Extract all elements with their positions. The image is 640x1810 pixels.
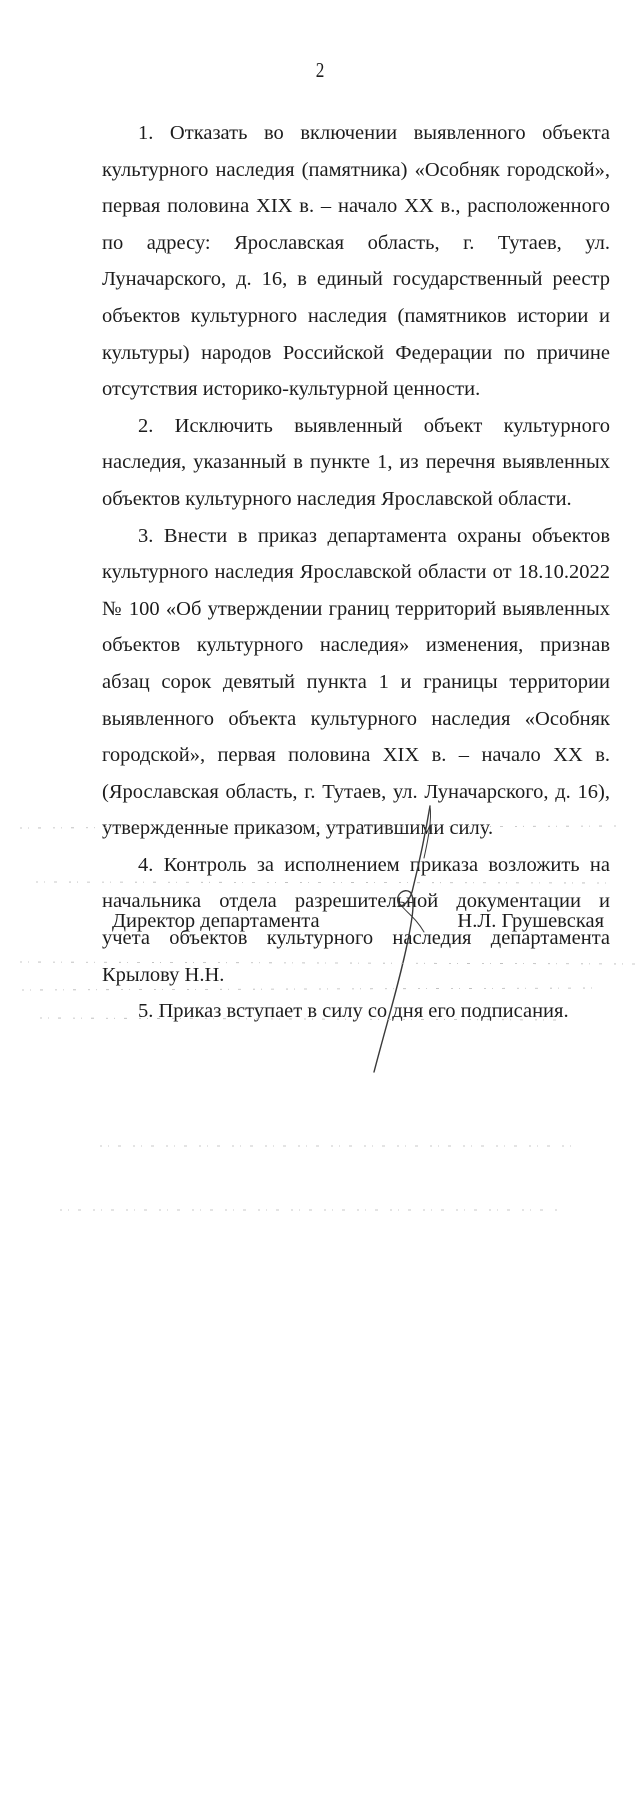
paragraph-4: 4. Контроль за исполнением приказа возложить на начальника отдела разрешительной документации и учета объектов культурного наследия департамента Крылову Н.Н.: [102, 853, 610, 986]
paragraph-5: 5. Приказ вступает в силу со дня его подписания.: [138, 1000, 569, 1023]
signer-position: Директор департамента: [112, 910, 320, 932]
paragraph-3: 3. Внести в приказ департамента охраны объектов культурного наследия Ярославской области от 18.10.2022 № 100 «Об утверждении границ территорий выявленных объектов культурного наследия» изменения, признав абзац сорок девятый пункта 1 и границы территории выявленного объекта культурного наследия «Особняк городской», первая половина XIX в. – начало XX в. (Ярославская область, г. Тутаев, ул. Луначарского, д. 16), утвержденные приказом, утратившими силу.: [102, 524, 610, 840]
paragraph-1: 1. Отказать во включении выявленного объекта культурного наследия (памятника) «Особняк городской», первая половина XIX в. – начало XX в., расположенного по адресу: Ярославская область, г. Тутаев, ул. Луначарского, д. 16, в единый государственный реестр объектов культурного наследия (памятников истории и культуры) народов Российской Федерации по причине отсутствия историко-культурной ценности.: [102, 122, 610, 401]
signer-name: Н.Л. Грушевская: [457, 910, 604, 932]
signature-block: [0, 910, 640, 950]
order-body: [102, 115, 610, 1030]
page-number: 2: [315, 58, 325, 82]
handwritten-signature: [360, 800, 480, 1080]
paragraph-2: 2. Исключить выявленный объект культурного наследия, указанный в пункте 1, из перечня выявленных объектов культурного наследия Ярославской области.: [102, 414, 610, 510]
